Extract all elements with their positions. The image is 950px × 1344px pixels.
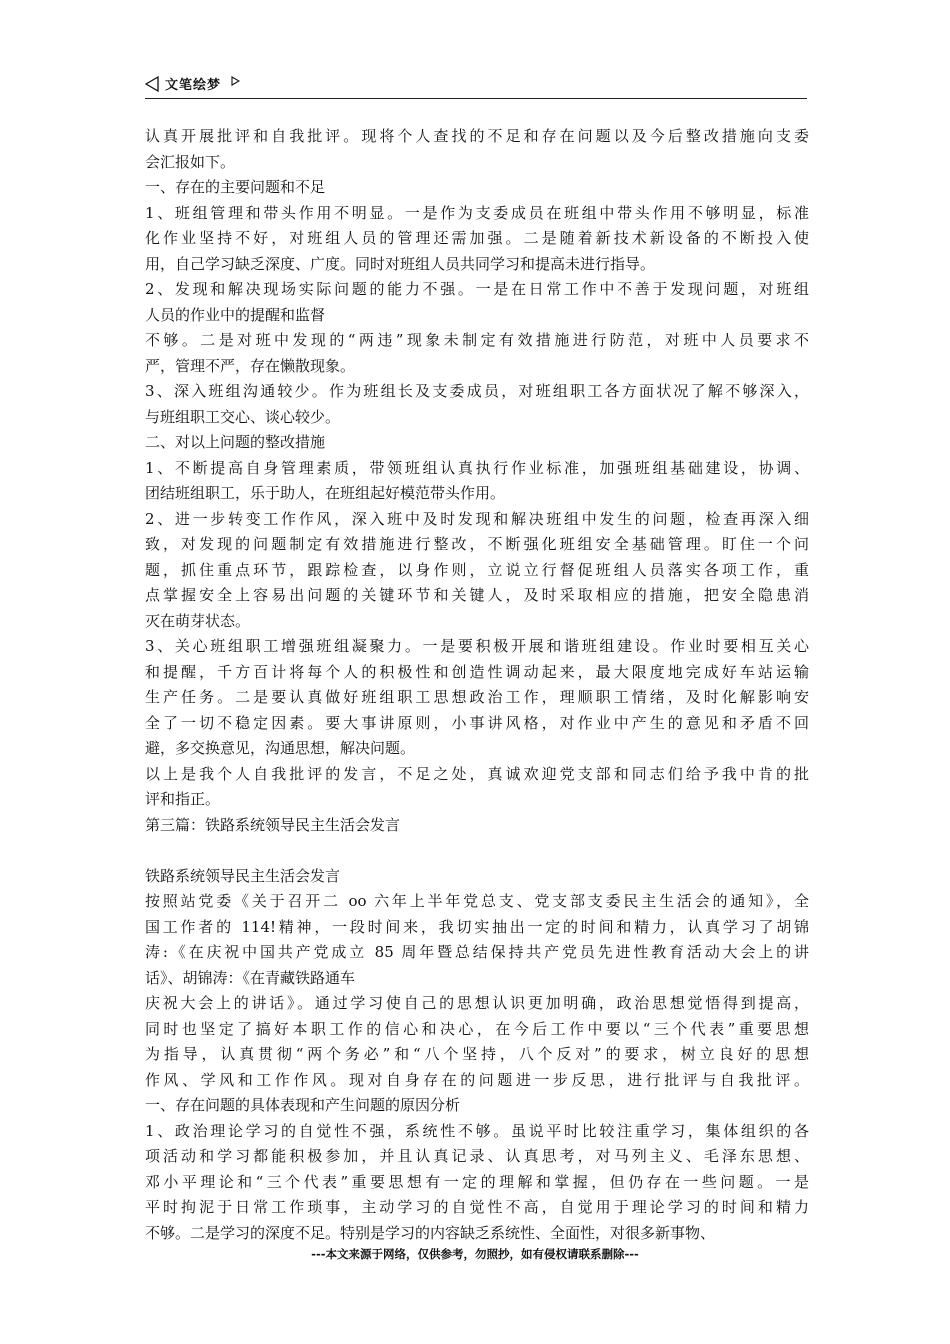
text-line: 平时拘泥于日常工作琐事，主动学习的自觉性不高，自觉用于理论学习的时间和精力 <box>145 1198 809 1216</box>
text-line: 会汇报如下。 <box>145 152 236 171</box>
text-line: 团结班组职工，乐于助人，在班组起好模范带头作用。 <box>145 484 506 502</box>
text-line: 和提醒，千方百计将每个人的积极性和创造性调动起来，最大限度地完成好车站运输 <box>145 662 809 681</box>
text-line: 避，多交换意见，沟通思想，解决问题。 <box>145 739 416 757</box>
text-line: 邓小平理论和“三个代表”重要思想有一定的理解和掌握，但仍存在一些问题。一是 <box>145 1172 809 1191</box>
text-line: 全了一切不稳定因素。要大事讲原则，小事讲风格，对作业中产生的意见和矛盾不回 <box>145 713 809 732</box>
triangle-left-icon <box>145 76 159 92</box>
text-line: 3、深入班组沟通较少。作为班组长及支委成员，对班组职工各方面状况了解不够深入， <box>145 382 809 400</box>
text-line: 不够。二是学习的深度不足。特别是学习的内容缺乏系统性、全面性，对很多新事物、 <box>145 1223 716 1242</box>
text-line: 严，管理不严，存在懒散现象。 <box>145 356 356 375</box>
text-line: 致，对发现的问题制定有效措施进行整改，不断强化班组安全基础管理。盯住一个问 <box>145 535 809 553</box>
brand <box>145 74 240 93</box>
text-line: 二、对以上问题的整改措施 <box>145 433 326 451</box>
text-line: 1、政治理论学习的自觉性不强，系统性不够。虽说平时比较注重学习，集体组织的各 <box>145 1121 809 1140</box>
text-line: 与班组职工交心、谈心较少。 <box>145 407 341 426</box>
blank-line <box>145 838 809 864</box>
text-line: 灭在萌芽状态。 <box>145 611 251 630</box>
text-line: 第三篇：铁路系统领导民主生活会发言 <box>145 815 401 834</box>
page-header <box>145 72 807 99</box>
text-line: 话》、胡锦涛：《在青藏铁路通车 <box>145 968 356 987</box>
text-line: 认真开展批评和自我批评。现将个人查找的不足和存在问题以及今后整改措施向支委 <box>145 127 809 145</box>
text-line: 生产任务。二是要认真做好班组职工思想政治工作，理顺职工情绪，及时化解影响安 <box>145 688 809 706</box>
text-line: 不够。二是对班中发现的“两违”现象未制定有效措施进行防范，对班中人员要求不 <box>145 331 809 349</box>
brand-name: 文笔绘梦 <box>165 78 222 93</box>
text-line: 一、存在问题的具体表现和产生问题的原因分析 <box>145 1096 461 1114</box>
text-line: 人员的作业中的提醒和监督 <box>145 305 326 324</box>
footer-notice: ---本文来源于网络，仅供参考，勿照抄，如有侵权请联系删除--- <box>311 1247 639 1261</box>
text-line: 3、关心班组职工增强班组凝聚力。一是要积极开展和谐班组建设。作业时要相互关心 <box>145 637 809 655</box>
text-line: 国工作者的 114!精神，一段时间来，我切实抽出一定的时间和精力，认真学习了胡锦 <box>145 917 809 936</box>
text-line: 用，自己学习缺乏深度、广度。同时对班组人员共同学习和提高未进行指导。 <box>145 254 656 273</box>
text-line: 涛:《在庆祝中国共产党成立 85 周年暨总结保持共产党员先进性教育活动大会上的讲 <box>145 943 809 961</box>
text-line: 2、进一步转变工作作风，深入班中及时发现和解决班组中发生的问题，检查再深入细 <box>145 509 809 528</box>
text-line: 评和指正。 <box>145 790 221 808</box>
text-line: 作风、学风和工作作风。现对自身存在的问题进一步反思，进行批评与自我批评。 <box>145 1070 809 1089</box>
text-line: 1、班组管理和带头作用不明显。一是作为支委成员在班组中带头作用不够明显，标准 <box>145 203 809 222</box>
text-line: 以上是我个人自我批评的发言，不足之处，真诚欢迎党支部和同志们给予我中肯的批 <box>145 764 809 783</box>
text-line: 题，抓住重点环节，跟踪检查，以身作则，立说立行督促班组人员落实各项工作，重 <box>145 560 809 579</box>
text-line: 项活动和学习都能积极参加，并且认真记录、认真思考，对马列主义、毛泽东思想、 <box>145 1147 809 1165</box>
triangle-right-icon <box>231 76 240 86</box>
text-line: 1、不断提高自身管理素质，带领班组认真执行作业标准，加强班组基础建设，协调、 <box>145 458 809 477</box>
text-line: 按照站党委《关于召开二 oo 六年上半年党总支、党支部支委民主生活会的通知》，全 <box>145 892 809 910</box>
text-line: 点掌握安全上容易出问题的关键环节和关键人，及时采取相应的措施，把安全隐患消 <box>145 586 809 604</box>
text-line: 为指导，认真贯彻“两个务必”和“八个坚持，八个反对”的要求，树立良好的思想 <box>145 1045 809 1063</box>
document-body <box>145 124 809 1246</box>
text-line: 一、存在的主要问题和不足 <box>145 178 326 196</box>
text-line: 化作业坚持不好，对班组人员的管理还需加强。二是随着新技术新设备的不断投入使 <box>145 229 809 247</box>
text-line: 铁路系统领导民主生活会发言 <box>145 866 341 885</box>
text-line: 2、发现和解决现场实际问题的能力不强。一是在日常工作中不善于发现问题，对班组 <box>145 280 809 298</box>
text-line: 庆祝大会上的讲话》。通过学习使自己的思想认识更加明确，政治思想觉悟得到提高， <box>145 994 809 1012</box>
text-line: 同时也坚定了搞好本职工作的信心和决心，在今后工作中要以“三个代表”重要思想 <box>145 1019 809 1038</box>
